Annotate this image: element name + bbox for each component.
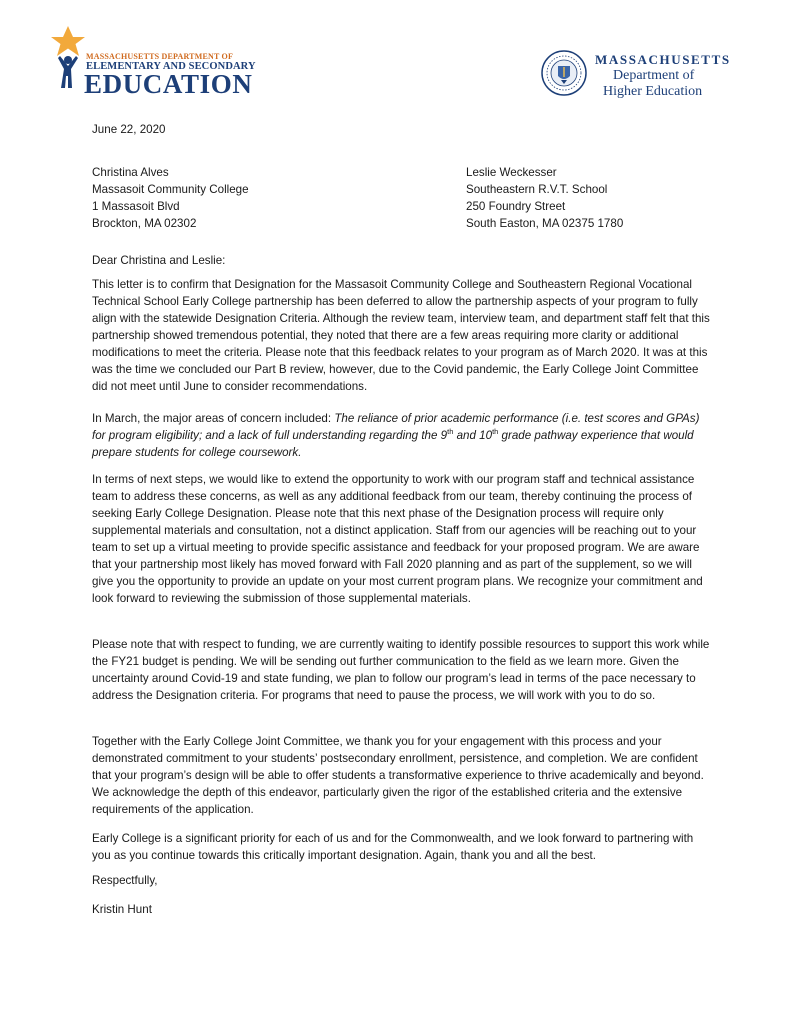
paragraph-areas-of-concern	[92, 410, 714, 461]
dese-logo	[50, 26, 256, 99]
dese-logo-line1: MASSACHUSETTS DEPARTMENT OF	[86, 52, 234, 61]
paragraph-funding: Please note that with respect to funding, we are currently waiting to identify possible resources to support this work while the FY21 budget is pending. We will be sending out further communication to the field as we learn more. Given the uncertainty around Covid-19 and state funding, we plan to follow our program’s lead in terms of the pace necessary to address the Designation criteria. For programs that need to pause the process, we will work with you to do so.	[92, 638, 710, 702]
star-icon	[51, 26, 85, 56]
recipient-right-name: Leslie Weckesser	[466, 166, 557, 179]
recipient-right-address	[466, 164, 623, 232]
paragraph-thanks: Together with the Early College Joint Committee, we thank you for your engagement with this process and your demonstrated commitment to your students’ postsecondary enrollment, persistence, and completion. We are confident that your program’s design will be able to offer students a transformative experience to thrive academically and beyond. We acknowledge the depth of this endeavor, particularly given the rigor of the established criteria and the extensive requirements of the application.	[92, 735, 704, 816]
state-seal-icon	[541, 50, 587, 96]
recipient-left-address	[92, 164, 249, 232]
closing: Respectfully,	[92, 874, 158, 887]
concern-sup-b: th	[492, 427, 499, 437]
concern-italic-a: The reliance of prior academic performance (i.e. test scores and GPAs) for program eligibility; and a lack of full understanding regarding the 9	[92, 412, 700, 442]
concern-lead: In March, the major areas of concern included:	[92, 412, 335, 425]
paragraph-designation-deferred: This letter is to confirm that Designation for the Massasoit Community College and Southeastern Regional Vocational Technical School Early College partnership has been deferred to allow the partnership aspects of your program to fully align with the statewide Designation Criteria. Although the review team, interview team, and department staff felt that this partnership showed tremendous potential, they noted that there are a few areas requiring more clarity or additional modifications to meet the criteria. Please note that this feedback relates to your program as of March 2020. It was at this was the time we concluded our Part B review, however, due to the Covid pandemic, the Early College Joint Committee did not meet until June to consider recommendations.	[92, 278, 710, 393]
dhe-logo-line2: Department of	[613, 68, 695, 83]
paragraph-next-steps: In terms of next steps, we would like to extend the opportunity to work with our program staff and technical assistance team to address these concerns, as well as any additional feedback from our team, thereby continuing the process of seeking Early College Designation. Please note that this next phase of the Designation process will require only supplemental materials and consultation, not a distinct application. Staff from our agencies will be reaching out to your team to set up a virtual meeting to provide specific assistance and feedback for your proposed program. We are aware that your partnership most likely has moved forward with Fall 2020 planning and as part of the supplement, so we will give you the opportunity to provide an update on your most current program plans. We recognize your commitment and look forward to reviewing the submission of those supplemental materials.	[92, 473, 703, 605]
letter-date: June 22, 2020	[92, 123, 166, 136]
concern-italic-c: grade pathway experience that would prepare students for college coursework.	[92, 429, 694, 459]
recipient-left-name: Christina Alves	[92, 166, 169, 179]
recipient-left-city: Brockton, MA 02302	[92, 217, 197, 230]
dese-logo-line3: EDUCATION	[84, 69, 253, 99]
dhe-logo	[541, 48, 751, 108]
paragraph-priority: Early College is a significant priority for each of us and for the Commonwealth, and we look forward to partnering with you as you continue towards this critically important designation. Again, thank you and all the best.	[92, 832, 694, 862]
recipient-left-org: Massasoit Community College	[92, 183, 249, 196]
recipient-right-org: Southeastern R.V.T. School	[466, 183, 608, 196]
recipient-left-street: 1 Massasoit Blvd	[92, 200, 180, 213]
recipient-right-city: South Easton, MA 02375 1780	[466, 217, 624, 230]
recipient-right-street: 250 Foundry Street	[466, 200, 566, 213]
dhe-logo-line3: Higher Education	[603, 84, 703, 99]
salutation: Dear Christina and Leslie:	[92, 254, 226, 267]
concern-italic-b: and 10	[453, 429, 493, 442]
signer-name: Kristin Hunt	[92, 903, 152, 916]
dese-logo-line2: ELEMENTARY AND SECONDARY	[86, 61, 256, 72]
dhe-logo-line1: MASSACHUSETTS	[595, 52, 731, 67]
concern-sup-a: th	[447, 427, 454, 437]
